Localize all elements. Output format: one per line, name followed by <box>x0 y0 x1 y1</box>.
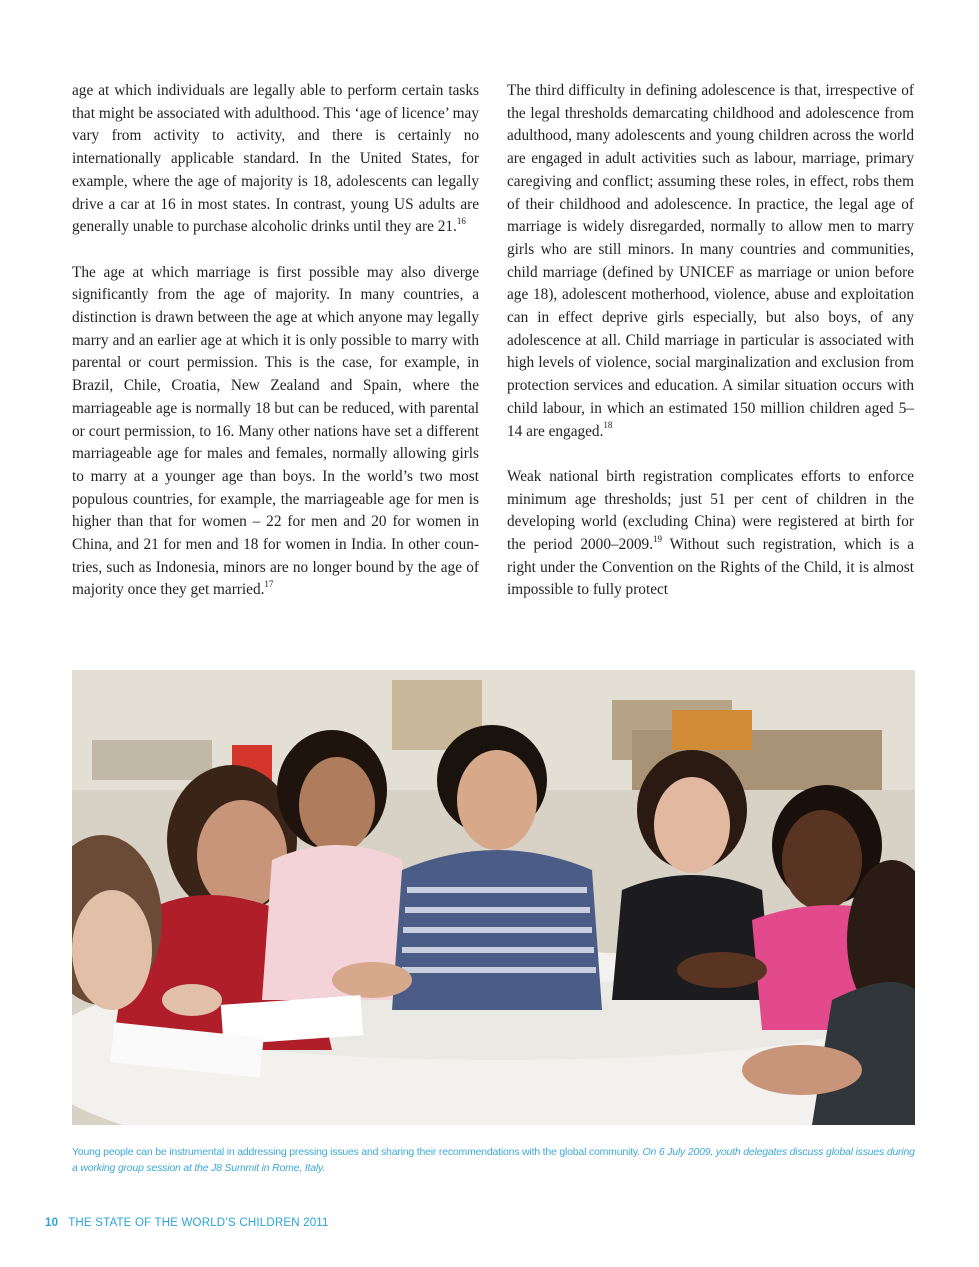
footnote-ref: 16 <box>456 216 466 227</box>
photo-illustration <box>72 670 915 1125</box>
page-number: 10 <box>45 1217 59 1229</box>
publication-title: THE STATE OF THE WORLD’S CHILDREN 2011 <box>68 1217 329 1229</box>
photo-youth-delegates <box>72 670 915 1125</box>
footnote-ref: 19 <box>653 533 663 544</box>
paragraph: age at which individuals are legally able to perform certain tasks that might be associated with adulthood. This ‘age of licence’ may vary from activity to activity, and there is certainly no internationally applicable standard. In the United States, for example, where the age of majority is 18, adolescents can legally drive a car at 16 in most states. In contrast, young US adults are generally unable to purchase alcoholic drinks until they are 21.16 <box>72 82 479 236</box>
left-text-column <box>72 80 479 625</box>
photo-caption <box>72 1144 915 1176</box>
footnote-ref: 18 <box>603 420 613 431</box>
paragraph: Weak national birth registration complicates efforts to enforce minimum age thresholds; just 51 per cent of children in the developing world (excluding China) were registered at birth for the period 2000–2009.19 Without such registration, which is a right under the Convention on the Rights of the Child, it is almost impossible to fully protect <box>507 467 915 599</box>
page-footer <box>45 1217 329 1229</box>
caption-main: Young people can be instrumental in addressing pressing issues and sharing their recommendations with the global community. <box>72 1146 640 1158</box>
right-text-column <box>507 80 914 625</box>
footnote-ref: 17 <box>264 579 274 590</box>
caption-detail: On 6 July 2009, youth delegates discuss global issues during a working group session at the J8 Summit in Rome, Italy. <box>72 1146 915 1174</box>
paragraph: The third difficulty in defining adolescence is that, irrespective of the legal thresholds demarcating childhood and adolescence from adulthood, many adolescents and young children across the world are engaged in adult activities such as labour, marriage, primary caregiving and conflict; assuming these roles, in effect, robs them of their childhood and adolescence. In practice, the legal age of marriage is widely disregarded, normally to allow men to marry girls who are still minors. In many countries and communities, child marriage (defined by UNICEF as marriage or union before age 18), adolescent motherhood, violence, abuse and exploitation can in effect deprive girls especially, but also boys, of any adolescence at all. Child marriage in particular is associated with high levels of violence, social marginalization and exclusion from protection services and education. A similar situation occurs with child labour, in which an estimated 150 million children aged 5–14 are engaged.$^{18}$ <box>507 82 914 440</box>
paragraph: The age at which marriage is first possible may also diverge significantly from the age of majority. In many countries, a distinction is drawn between the age at which anyone may legally marry and an earlier age at which it is only possible to marry with parental or court permission. This is the case, for example, in Brazil, Chile, Croatia, New Zealand and Spain, where the marriageable age is normally 18 but can be reduced, with parental or court permission, to 16. Many other nations have set a different marriageable age for males and females, normally allowing girls to marry at a younger age than boys. In the world’s two most populous countries, for example, the marriageable age for men is higher than that for women – 22 for men and 20 for women in China, and 21 for men and 18 for women in India. In other countries, such as Indonesia, minors are no longer bound by the age of majority once they get married.$^{17}$ <box>72 263 479 599</box>
